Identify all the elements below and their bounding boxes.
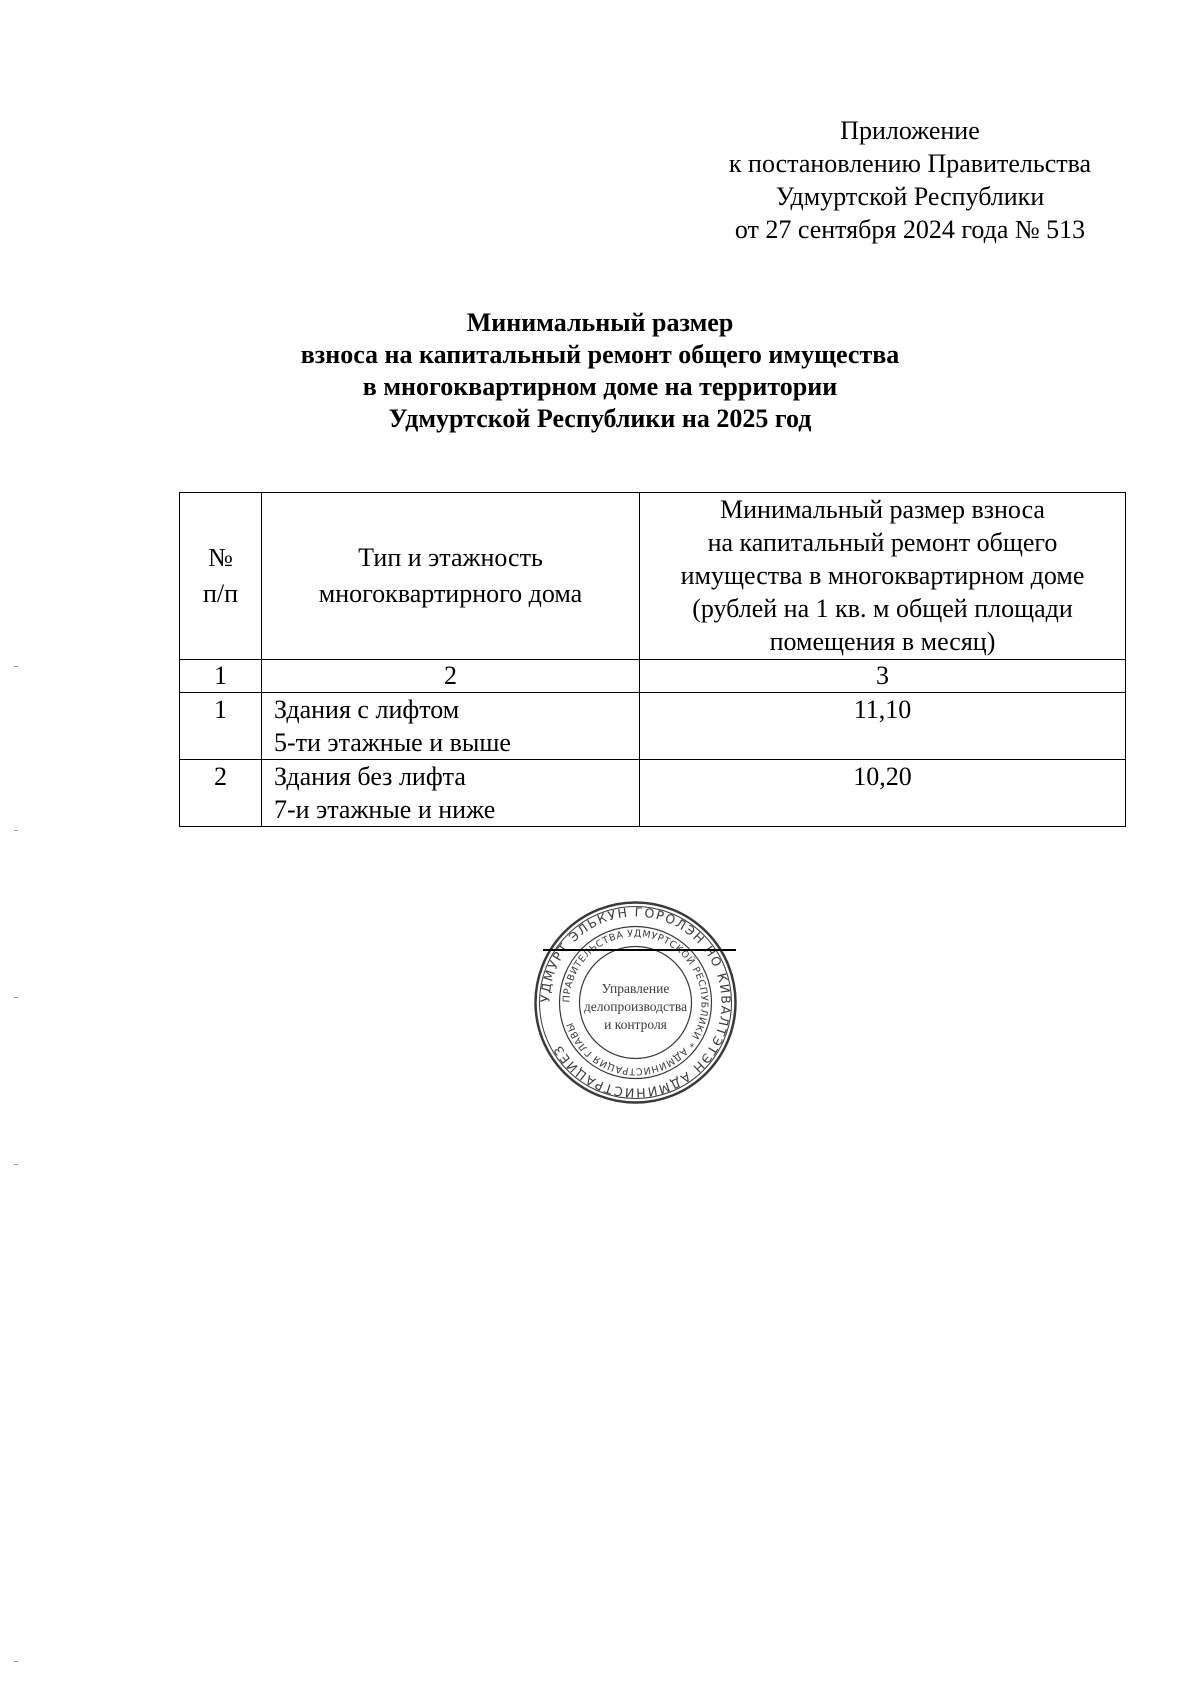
row-type <box>262 760 640 827</box>
header-rate-line: имущества в многоквартирном доме <box>680 561 1085 590</box>
appendix-line: от 27 сентября 2024 года № 513 <box>734 215 1086 244</box>
stamp-center-line: делопроизводства <box>583 999 688 1014</box>
header-rate-cell <box>640 493 1126 660</box>
column-index-row <box>180 660 1126 693</box>
header-rate-line: Минимальный размер взноса <box>720 495 1045 524</box>
header-num-line: № <box>208 543 233 572</box>
row-rate: 10,20 <box>640 760 1126 827</box>
row-type-line: 7-и этажные и ниже <box>274 795 496 824</box>
row-type <box>262 693 640 760</box>
rates-table <box>179 492 1126 827</box>
scan-margin-mark <box>14 1164 18 1165</box>
column-index-cell: 1 <box>180 660 262 693</box>
header-type-cell <box>262 493 640 660</box>
header-rate-line: (рублей на 1 кв. м общей площади <box>692 594 1073 623</box>
official-stamp <box>533 900 738 1105</box>
column-index-cell: 2 <box>262 660 640 693</box>
table-row <box>180 693 1126 760</box>
header-type-line: многоквартирного дома <box>318 579 583 608</box>
stamp-outer-text: УДМУРТ ЭЛЬКУН ГОРОЛЭН НО КИВАЛТЭТЭН АДМИНИСТРАЦИЕЗ <box>537 904 734 1101</box>
stamp-center-line: и контроля <box>604 1017 667 1032</box>
document-title <box>0 307 1200 435</box>
header-type-line: Тип и этажность <box>358 543 543 572</box>
scan-margin-mark <box>14 666 18 667</box>
column-index-cell: 3 <box>640 660 1126 693</box>
title-line: Минимальный размер <box>466 308 734 337</box>
scan-margin-mark <box>14 997 18 998</box>
header-num-cell <box>180 493 262 660</box>
header-num-line: п/п <box>202 579 239 608</box>
stamp-center-line: Управление <box>601 981 670 996</box>
title-line: взноса на капитальный ремонт общего имущества <box>300 340 900 369</box>
row-type-line: 5-ти этажные и выше <box>274 728 511 757</box>
scan-margin-mark <box>14 830 18 831</box>
appendix-block <box>700 114 1120 246</box>
scan-margin-mark <box>14 1661 18 1662</box>
header-rate-line: помещения в месяц) <box>769 627 996 656</box>
title-line: в многоквартирном доме на территории <box>362 372 838 401</box>
appendix-line: к постановлению Правительства <box>728 149 1092 178</box>
table-row <box>180 760 1126 827</box>
stamp-inner-text: ПРАВИТЕЛЬСТВА УДМУРТСКОЙ РЕСПУБЛИКИ * АДМИНИСТРАЦИЯ ГЛАВЫ <box>561 928 710 1077</box>
row-rate: 11,10 <box>640 693 1126 760</box>
header-rate-line: на капитальный ремонт общего <box>707 528 1058 557</box>
appendix-line: Удмуртской Республики <box>775 182 1045 211</box>
row-num: 2 <box>180 760 262 827</box>
row-num: 1 <box>180 693 262 760</box>
appendix-line: Приложение <box>840 116 980 145</box>
row-type-line: Здания с лифтом <box>274 695 460 724</box>
row-type-line: Здания без лифта <box>274 762 466 791</box>
title-line: Удмуртской Республики на 2025 год <box>388 404 812 433</box>
table-header-row <box>180 493 1126 660</box>
